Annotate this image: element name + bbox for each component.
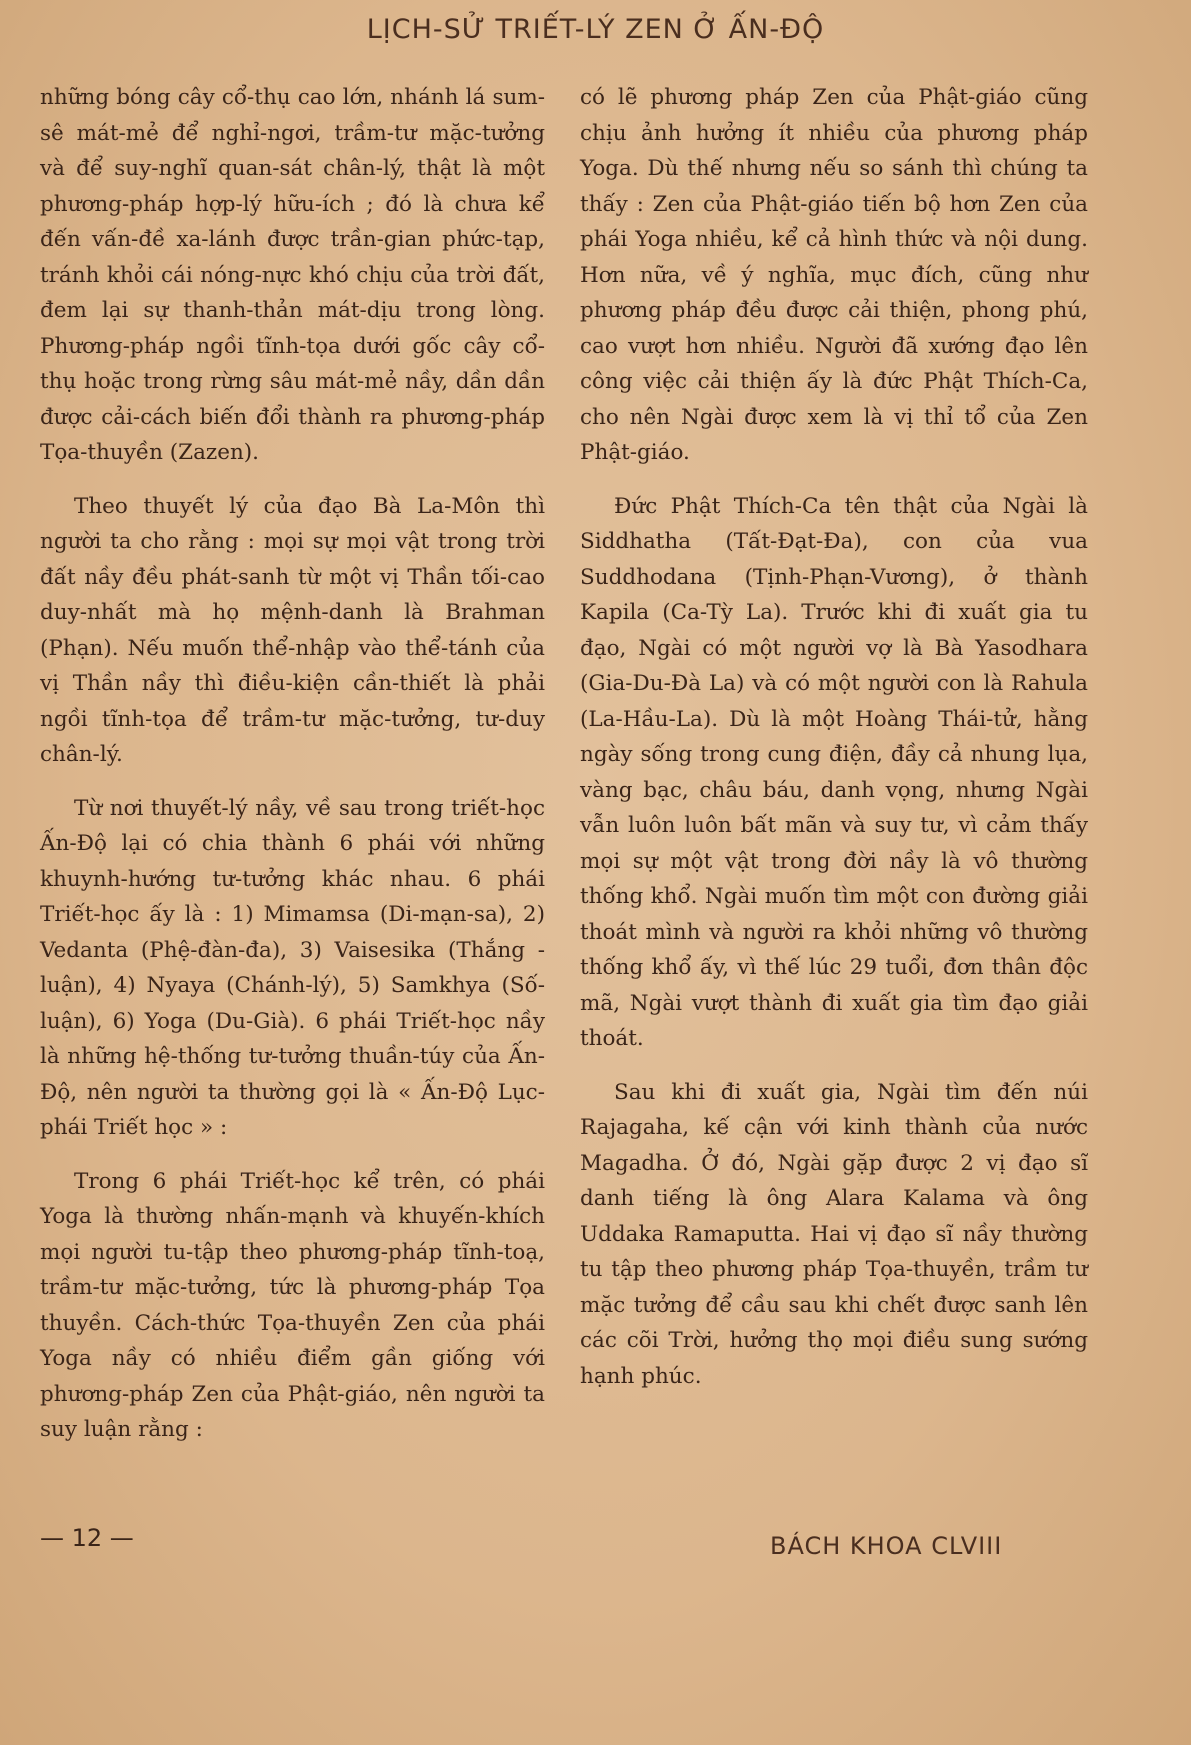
paragraph: Trong 6 phái Triết-học kể trên, có phái Yoga là thường nhấn-mạnh và khuyến-khích mọi người tu-tập theo phương-pháp tĩnh-toạ, trầm-tư mặc-tưởng, tức là phương-pháp Tọa thuyền. Cách-thức Tọa-thuyền Zen của phái Yoga nầy có nhiều điểm gần giống với phương-pháp Zen của Phật-giáo, nên người ta suy luận rằng : bbox=[40, 1168, 545, 1442]
paragraph: Sau khi đi xuất gia, Ngài tìm đến núi Rajagaha, kế cận với kinh thành của nước Magadha. Ở đó, Ngài gặp được 2 vị đạo sĩ danh tiếng là ông Alara Kalama và ông Uddaka Ramaputta. Hai vị đạo sĩ nầy thường tu tập theo phương pháp Tọa-thuyền, trầm tư mặc tưởng để cầu sau khi chết được sanh lên các cõi Trời, hưởng thọ mọi điều sung sướng hạnh phúc. bbox=[580, 1079, 1088, 1389]
paragraph: Từ nơi thuyết-lý nầy, về sau trong triết-học Ấn-Độ lại có chia thành 6 phái với những khuynh-hướng tư-tưởng khác nhau. 6 phái Triết-học ấy là : 1) Mimamsa (Di-mạn-sa), 2) Vedanta (Phệ-đàn-đa), 3) Vaisesika (Thắng - luận), 4) Nyaya (Chánh-lý), 5) Samkhya (Số-luận), 6) Yoga (Du-Già). 6 phái Triết-học nầy là những hệ-thống tư-tưởng thuần-túy của Ấn-Độ, nên người ta thường gọi là « Ấn-Độ Lục-phái Triết học » : bbox=[40, 795, 545, 1140]
left-column bbox=[40, 80, 545, 1466]
magazine-issue: BÁCH KHOA CLVIII bbox=[770, 1532, 1003, 1560]
paragraph: những bóng cây cổ-thụ cao lớn, nhánh lá sum-sê mát-mẻ để nghỉ-ngơi, trầm-tư mặc-tưởng và để suy-nghĩ quan-sát chân-lý, thật là một phương-pháp hợp-lý hữu-ích ; đó là chưa kể đến vấn-đề xa-lánh được trần-gian phức-tạp, tránh khỏi cái nóng-nực khó chịu của trời đất, đem lại sự thanh-thản mát-dịu trong lòng. Phương-pháp ngồi tĩnh-tọa dưới gốc cây cổ-thụ hoặc trong rừng sâu mát-mẻ nầy, dần dần được cải-cách biến đổi thành ra phương-pháp Tọa-thuyền (Zazen). bbox=[40, 85, 545, 465]
paragraph: Đức Phật Thích-Ca tên thật của Ngài là Siddhatha (Tất-Đạt-Đa), con của vua Suddhodana (Tịnh-Phạn-Vương), ở thành Kapila (Ca-Tỳ La). Trước khi đi xuất gia tu đạo, Ngài có một người vợ là Bà Yasodhara (Gia-Du-Đà La) và có một người con là Rahula (La-Hầu-La). Dù là một Hoàng Thái-tử, hằng ngày sống trong cung điện, đầy cả nhung lụa, vàng bạc, châu báu, danh vọng, nhưng Ngài vẫn luôn luôn bất mãn và suy tư, vì cảm thấy mọi sự một vật trong đời nầy là vô thường thống khổ. Ngài muốn tìm một con đường giải thoát mình và người ra khỏi những vô thường thống khổ ấy, vì thế lúc 29 tuổi, đơn thân độc mã, Ngài vượt thành đi xuất gia tìm đạo giải thoát. bbox=[580, 493, 1088, 1051]
running-header: LỊCH-SỬ TRIẾT-LÝ ZEN Ở ẤN-ĐỘ bbox=[366, 14, 825, 45]
right-column bbox=[580, 80, 1088, 1412]
paragraph: Theo thuyết lý của đạo Bà La-Môn thì người ta cho rằng : mọi sự mọi vật trong trời đất nầy đều phát-sanh từ một vị Thần tối-cao duy-nhất mà họ mệnh-danh là Brahman (Phạn). Nếu muốn thể-nhập vào thể-tánh của vị Thần nầy thì điều-kiện cần-thiết là phải ngồi tĩnh-tọa để trầm-tư mặc-tưởng, tư-duy chân-lý. bbox=[40, 493, 545, 767]
paragraph: có lẽ phương pháp Zen của Phật-giáo cũng chịu ảnh hưởng ít nhiều của phương pháp Yoga. Dù thế nhưng nếu so sánh thì chúng ta thấy : Zen của Phật-giáo tiến bộ hơn Zen của phái Yoga nhiều, kể cả hình thức và nội dung. Hơn nữa, về ý nghĩa, mục đích, cũng như phương pháp đều được cải thiện, phong phú, cao vượt hơn nhiều. Người đã xướng đạo lên công việc cải thiện ấy là đức Phật Thích-Ca, cho nên Ngài được xem là vị thỉ tổ của Zen Phật-giáo. bbox=[580, 85, 1088, 465]
page-number: — 12 — bbox=[40, 1524, 134, 1552]
